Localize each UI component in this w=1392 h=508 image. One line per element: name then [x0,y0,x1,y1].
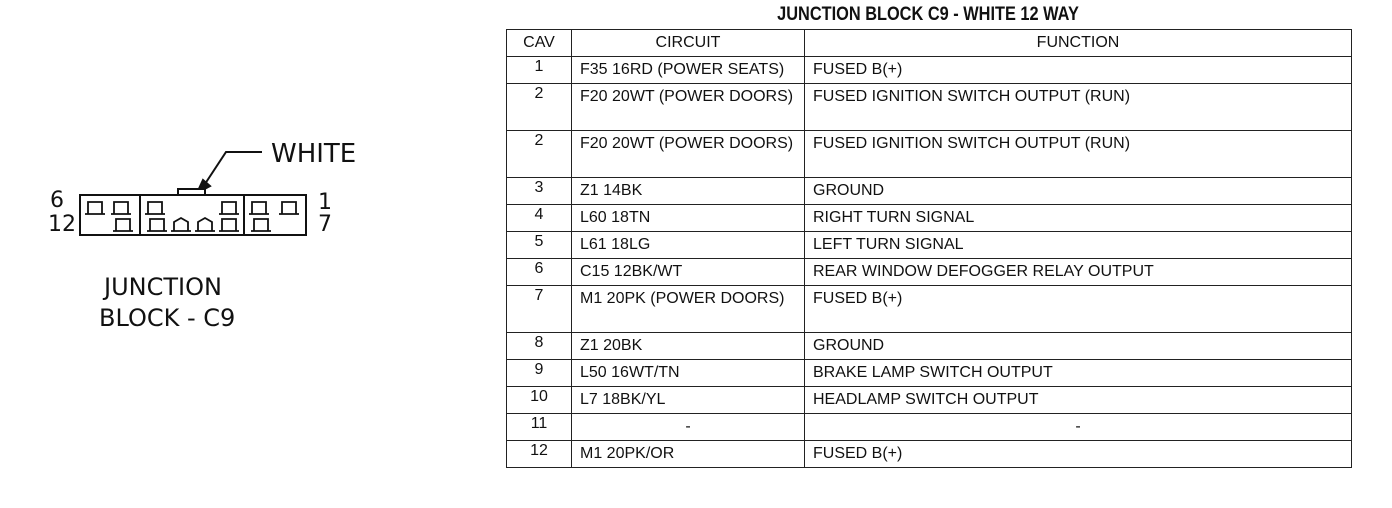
table-row [507,441,1352,468]
pin-label-top-right: 1 [318,190,332,215]
table-row [507,131,1352,178]
cav-cell: 6 [507,259,572,286]
table-title: JUNCTION BLOCK C9 - WHITE 12 WAY [777,4,1079,25]
function-cell: FUSED B(+) [805,57,1352,84]
table-header-row [507,30,1352,57]
circuit-cell: F20 20WT (POWER DOORS) [572,84,805,131]
connector-diagram [0,0,480,300]
circuit-cell: L61 18LG [572,232,805,259]
function-cell: HEADLAMP SWITCH OUTPUT [805,387,1352,414]
table-row [507,333,1352,360]
circuit-cell: Z1 14BK [572,178,805,205]
circuit-cell: M1 20PK (POWER DOORS) [572,286,805,333]
function-cell: GROUND [805,333,1352,360]
cav-cell: 7 [507,286,572,333]
header-circuit: CIRCUIT [572,30,805,57]
function-cell: REAR WINDOW DEFOGGER RELAY OUTPUT [805,259,1352,286]
table-row [507,205,1352,232]
pin-label-bottom-right: 7 [318,212,332,237]
circuit-cell: M1 20PK/OR [572,441,805,468]
cav-cell: 12 [507,441,572,468]
cav-cell: 9 [507,360,572,387]
function-cell: GROUND [805,178,1352,205]
pin-label-bottom-left: 12 [48,212,76,237]
table-row [507,57,1352,84]
color-leader-line [197,152,262,193]
connector-name-line2: BLOCK - C9 [99,304,236,332]
function-cell: FUSED IGNITION SWITCH OUTPUT (RUN) [805,84,1352,131]
circuit-cell: L50 16WT/TN [572,360,805,387]
cav-cell: 10 [507,387,572,414]
table-row [507,360,1352,387]
connector-name-line1: JUNCTION [104,273,222,301]
cav-cell: 4 [507,205,572,232]
table-row [507,387,1352,414]
circuit-cell: F35 16RD (POWER SEATS) [572,57,805,84]
table-row [507,84,1352,131]
cav-cell: 5 [507,232,572,259]
header-cav: CAV [507,30,572,57]
cav-cell: 3 [507,178,572,205]
function-cell: FUSED IGNITION SWITCH OUTPUT (RUN) [805,131,1352,178]
function-cell: RIGHT TURN SIGNAL [805,205,1352,232]
function-cell: FUSED B(+) [805,441,1352,468]
circuit-cell: - [572,414,805,441]
function-cell: LEFT TURN SIGNAL [805,232,1352,259]
function-cell: BRAKE LAMP SWITCH OUTPUT [805,360,1352,387]
circuit-cell: Z1 20BK [572,333,805,360]
cav-cell: 8 [507,333,572,360]
cav-cell: 11 [507,414,572,441]
circuit-cell: C15 12BK/WT [572,259,805,286]
circuit-cell: F20 20WT (POWER DOORS) [572,131,805,178]
circuit-cell: L60 18TN [572,205,805,232]
header-function: FUNCTION [805,30,1352,57]
function-cell: FUSED B(+) [805,286,1352,333]
table-row [507,414,1352,441]
function-cell: - [805,414,1352,441]
cav-cell: 2 [507,84,572,131]
table-row [507,178,1352,205]
circuit-cell: L7 18BK/YL [572,387,805,414]
pinout-table [506,29,1352,468]
table-row [507,286,1352,333]
connector-body [80,195,306,235]
cav-cell: 1 [507,57,572,84]
pin-label-top-left: 6 [50,188,64,213]
table-row [507,232,1352,259]
table-row [507,259,1352,286]
connector-color-label: WHITE [271,139,357,169]
cav-cell: 2 [507,131,572,178]
